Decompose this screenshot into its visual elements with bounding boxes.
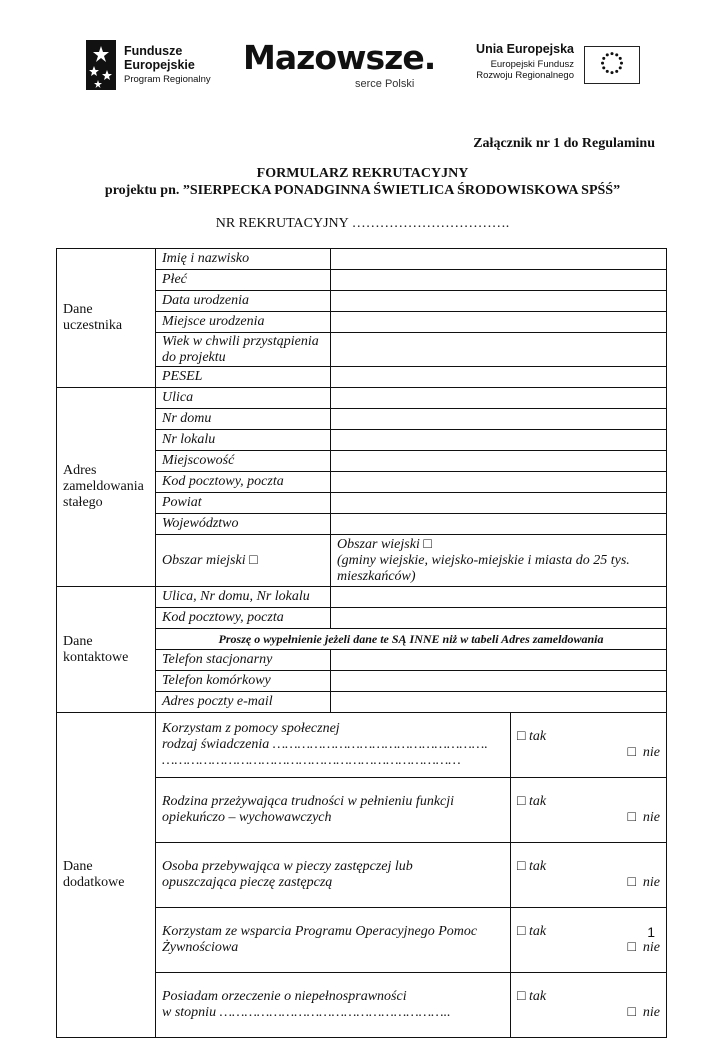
- question-line: w stopniu ………………………………………………..: [162, 1005, 451, 1020]
- field-value-plec[interactable]: [331, 270, 667, 291]
- question-niepelnosprawnosc: [156, 973, 511, 1038]
- field-label-telefon-stacjonarny: Telefon stacjonarny: [156, 650, 331, 671]
- section-dane-uczestnika: Dane uczestnika: [57, 249, 156, 388]
- field-label-kod-pocztowy-kontakt: Kod pocztowy, poczta: [156, 608, 331, 629]
- no-checkbox[interactable]: □ nie: [627, 1005, 660, 1020]
- field-label-miejsce-urodzenia: Miejsce urodzenia: [156, 312, 331, 333]
- question-line: Korzystam z pomocy społecznej: [162, 721, 340, 736]
- ue-logo-line3: Rozwoju Regionalnego: [476, 70, 574, 81]
- field-value-ulica[interactable]: [331, 388, 667, 409]
- fundusze-europejskie-logo: [86, 40, 216, 90]
- eu-flag-icon: [584, 46, 640, 84]
- field-label-ulica-kontakt: Ulica, Nr domu, Nr lokalu: [156, 587, 331, 608]
- field-value-data-urodzenia[interactable]: [331, 291, 667, 312]
- field-label-email: Adres poczty e-mail: [156, 692, 331, 713]
- field-label-kod-pocztowy: Kod pocztowy, poczta: [156, 472, 331, 493]
- header-logos: [0, 36, 725, 96]
- fe-logo-line3: Program Regionalny: [124, 74, 211, 85]
- mazowsze-logo-word: Mazowsze.: [243, 38, 436, 77]
- unia-europejska-logo: [470, 42, 650, 92]
- field-label-ulica: Ulica: [156, 388, 331, 409]
- question-line: opiekuńczo – wychowawczych: [162, 810, 332, 825]
- field-value-pesel[interactable]: [331, 367, 667, 388]
- ue-logo-line2: Europejski Fundusz: [490, 59, 574, 70]
- obszar-wiejski-checkbox[interactable]: Obszar wiejski □: [337, 536, 432, 552]
- form-title: FORMULARZ REKRUTACYJNY: [256, 166, 469, 181]
- question-line: rodzaj świadczenia …………………………………………….: [162, 737, 488, 752]
- yes-checkbox[interactable]: □ tak: [517, 924, 547, 939]
- section-dane-kontaktowe: Dane kontaktowe: [57, 587, 156, 713]
- no-checkbox[interactable]: □ nie: [627, 745, 660, 760]
- no-checkbox[interactable]: □ nie: [627, 940, 660, 955]
- field-value-miejscowosc[interactable]: [331, 451, 667, 472]
- answer-cell: [511, 713, 667, 778]
- field-value-imie-nazwisko[interactable]: [331, 249, 667, 270]
- obszar-wiejski-note: (gminy wiejskie, wiejsko-miejskie i miasta do 25 tys. mieszkańców): [337, 552, 630, 584]
- field-value-wiek[interactable]: [331, 333, 667, 367]
- table-row: [57, 713, 667, 778]
- answer-cell: [511, 908, 667, 973]
- question-line: Osoba przebywająca w pieczy zastępczej lub: [162, 859, 413, 874]
- recruitment-number: NR REKRUTACYJNY …………………………….: [215, 216, 510, 231]
- mazowsze-logo-tagline: serce Polski: [355, 78, 415, 90]
- mazowsze-logo: [243, 38, 443, 94]
- table-row: [57, 249, 667, 270]
- table-row: [57, 388, 667, 409]
- question-piecza-zastepcza: [156, 843, 511, 908]
- contact-notice: Proszę o wypełnienie jeżeli dane te SĄ INNE niż w tabeli Adres zameldowania: [156, 629, 667, 650]
- question-line: Posiadam orzeczenie o niepełnosprawności: [162, 989, 407, 1004]
- field-value-telefon-stacjonarny[interactable]: [331, 650, 667, 671]
- field-label-plec: Płeć: [156, 270, 331, 291]
- fe-logo-text: [124, 44, 211, 87]
- field-value-wojewodztwo[interactable]: [331, 514, 667, 535]
- section-adres-zameldowania: Adres zameldowania stałego: [57, 388, 156, 587]
- no-checkbox[interactable]: □ nie: [627, 810, 660, 825]
- fe-logo-line1: Fundusze: [124, 44, 183, 58]
- ue-logo-text: [470, 42, 574, 81]
- question-pomoc-zywnosciowa: [156, 908, 511, 973]
- field-label-miejscowosc: Miejscowość: [156, 451, 331, 472]
- field-value-kod-pocztowy[interactable]: [331, 472, 667, 493]
- question-trudnosci-opiekuncze: [156, 778, 511, 843]
- field-label-telefon-komorkowy: Telefon komórkowy: [156, 671, 331, 692]
- field-label-wojewodztwo: Województwo: [156, 514, 331, 535]
- field-value-kod-pocztowy-kontakt[interactable]: [331, 608, 667, 629]
- question-line: Rodzina przeżywająca trudności w pełnieniu funkcji: [162, 794, 455, 809]
- question-line: opuszczająca pieczę zastępczą: [162, 875, 333, 890]
- section-dane-dodatkowe: Dane dodatkowe: [57, 713, 156, 1038]
- yes-checkbox[interactable]: □ tak: [517, 989, 547, 1004]
- project-title: projektu pn. ”SIERPECKA PONADGINNA ŚWIETLICA ŚRODOWISKOWA SPŚŚ”: [104, 183, 621, 198]
- field-value-telefon-komorkowy[interactable]: [331, 671, 667, 692]
- field-value-nr-lokalu[interactable]: [331, 430, 667, 451]
- field-label-pesel: PESEL: [156, 367, 331, 388]
- field-label-powiat: Powiat: [156, 493, 331, 514]
- answer-cell: [511, 843, 667, 908]
- question-line: ………………………………………………………………: [162, 753, 461, 768]
- field-label-nr-domu: Nr domu: [156, 409, 331, 430]
- question-line: Żywnościowa: [162, 940, 239, 955]
- answer-cell: [511, 973, 667, 1038]
- answer-cell: [511, 778, 667, 843]
- annex-label: Załącznik nr 1 do Regulaminu: [473, 136, 655, 151]
- obszar-wiejski-cell: [331, 535, 667, 587]
- field-value-miejsce-urodzenia[interactable]: [331, 312, 667, 333]
- field-value-powiat[interactable]: [331, 493, 667, 514]
- no-checkbox[interactable]: □ nie: [627, 875, 660, 890]
- recruitment-form-table: [56, 248, 667, 1038]
- field-label-imie-nazwisko: Imię i nazwisko: [156, 249, 331, 270]
- field-label-data-urodzenia: Data urodzenia: [156, 291, 331, 312]
- ue-logo-line1: Unia Europejska: [476, 42, 574, 56]
- field-label-wiek: Wiek w chwili przystąpienia do projektu: [156, 333, 331, 367]
- table-row: [57, 587, 667, 608]
- yes-checkbox[interactable]: □ tak: [517, 794, 547, 809]
- field-label-nr-lokalu: Nr lokalu: [156, 430, 331, 451]
- obszar-miejski-checkbox[interactable]: Obszar miejski □: [156, 535, 331, 587]
- yes-checkbox[interactable]: □ tak: [517, 729, 547, 744]
- yes-checkbox[interactable]: □ tak: [517, 859, 547, 874]
- question-line: Korzystam ze wsparcia Programu Operacyjnego Pomoc: [162, 924, 478, 939]
- fe-logo-line2: Europejskie: [124, 58, 195, 72]
- field-value-nr-domu[interactable]: [331, 409, 667, 430]
- page-number: 1: [647, 924, 655, 940]
- fe-stars-icon: [86, 40, 116, 90]
- field-value-email[interactable]: [331, 692, 667, 713]
- field-value-ulica-kontakt[interactable]: [331, 587, 667, 608]
- question-pomoc-spoleczna: [156, 713, 511, 778]
